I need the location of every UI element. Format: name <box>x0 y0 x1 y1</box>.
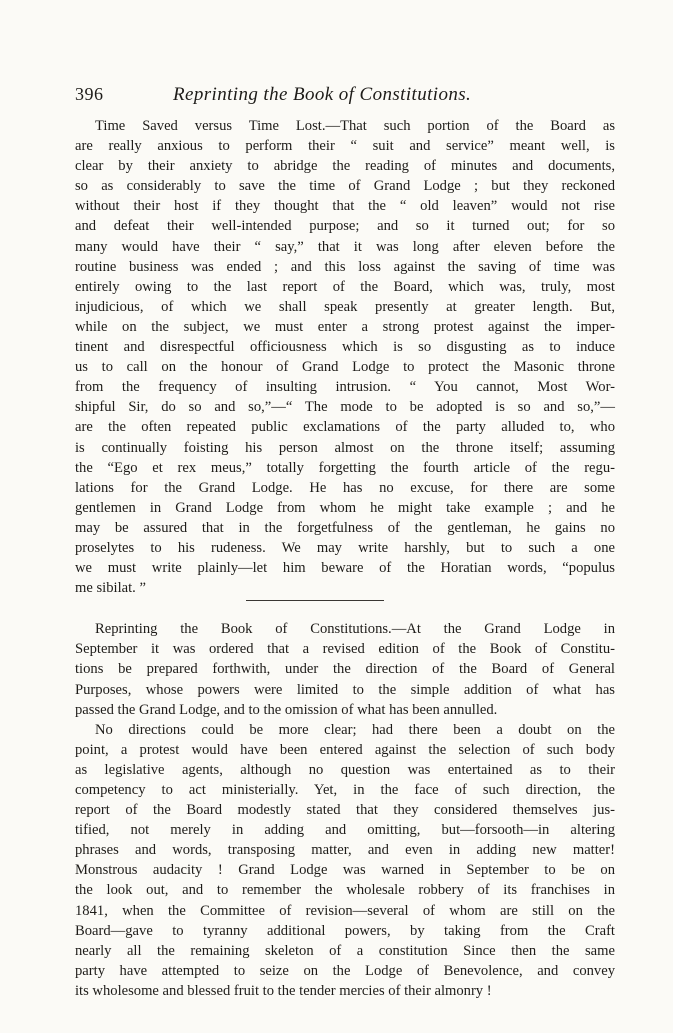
text-line: Time Saved versus Time Lost.—That such portion of the Board as <box>95 118 615 134</box>
text-line: shipful Sir, do so and so,”—“ The mode to be adopted is so and so,”— <box>75 399 615 416</box>
text-line: as legislative agents, although no question was entertained as to their <box>75 761 615 778</box>
text-line: injudicious, of which we shall speak presently at greater length. But, <box>75 298 615 315</box>
paragraph-reprinting <box>75 619 615 719</box>
text-line: September it was ordered that a revised edition of the Book of Constitu- <box>75 641 615 658</box>
paragraph-no-directions <box>75 720 615 1001</box>
text-line: party have attempted to seize on the Lodge of Benevolence, and convey <box>75 962 615 979</box>
text-line: tions be prepared forthwith, under the direction of the Board of General <box>75 661 615 678</box>
text-line: tified, not merely in adding and omitting, but—forsooth—in altering <box>75 822 615 839</box>
text-line: phrases and words, transposing matter, and even in adding new matter! <box>75 842 615 859</box>
text-line: many would have their “ say,” that it was long after eleven before the <box>75 238 615 255</box>
text-line: the “Ego et rex meus,” totally forgetting the fourth article of the regu- <box>75 459 615 476</box>
text-line: while on the subject, we must enter a strong protest against the imper- <box>75 318 615 335</box>
text-line: 1841, when the Committee of revision—several of whom are still on the <box>75 902 615 919</box>
text-line: is continually foisting his person almost on the throne itself; assuming <box>75 439 615 456</box>
paragraph-time-saved <box>75 116 615 598</box>
text-line: without their host if they thought that the “ old leaven” would not rise <box>75 198 615 215</box>
text-line: passed the Grand Lodge, and to the omission of what has been annulled. <box>75 701 498 718</box>
text-line: and defeat their well-intended purpose; and so it turned out; for so <box>75 218 615 235</box>
running-head <box>75 84 615 114</box>
text-line: report of the Board modestly stated that they considered themselves jus- <box>75 802 615 819</box>
text-line: clear by their anxiety to abridge the reading of minutes and documents, <box>75 158 615 175</box>
text-line: No directions could be more clear; had there been a doubt on the <box>95 721 615 738</box>
text-line: are the often repeated public exclamations of the party alluded to, who <box>75 419 615 436</box>
text-line: point, a protest would have been entered against the selection of such body <box>75 741 615 758</box>
text-line: us to call on the honour of Grand Lodge to protect the Masonic throne <box>75 359 615 376</box>
text-line: routine business was ended ; and this loss against the saving of time was <box>75 258 615 275</box>
text-line: Board—gave to tyranny additional powers, by taking from the Craft <box>75 922 615 939</box>
text-line: its wholesome and blessed fruit to the tender mercies of their almonry ! <box>75 982 492 999</box>
text-line: nearly all the remaining skeleton of a constitution Since then the same <box>75 942 615 959</box>
text-line: me sibilat. ” <box>75 580 146 597</box>
text-line: we must write plainly—let him beware of the Horatian words, “populus <box>75 560 615 577</box>
page-number: 396 <box>75 84 104 104</box>
text-line: proselytes to his rudeness. We may write harshly, but to such a one <box>75 539 615 556</box>
text-line: tinent and disrespectful officiousness which is so disgusting as to induce <box>75 339 615 356</box>
book-page <box>75 84 615 1001</box>
text-line: from the frequency of insulting intrusion. “ You cannot, Most Wor- <box>75 379 615 396</box>
running-title: Reprinting the Book of Constitutions. <box>173 84 472 105</box>
text-line: Monstrous audacity ! Grand Lodge was warned in September to be on <box>75 862 615 879</box>
text-line: Purposes, whose powers were limited to the simple addition of what has <box>75 681 615 698</box>
text-line: Reprinting the Book of Constitutions.—At the Grand Lodge in <box>95 621 615 638</box>
text-line: the look out, and to remember the wholesale robbery of its franchises in <box>75 882 615 899</box>
text-line: gentlemen in Grand Lodge from whom he might take example ; and he <box>75 499 615 516</box>
text-line: entirely owing to the last report of the Board, which was, truly, most <box>75 278 615 295</box>
text-line: competency to act ministerially. Yet, in the face of such direction, the <box>75 782 615 798</box>
text-line: lations for the Grand Lodge. He has no excuse, for there are some <box>75 479 615 496</box>
text-line: may be assured that in the forgetfulness of the gentleman, he gains no <box>75 519 615 536</box>
text-line: are really anxious to perform their “ suit and service” meant well, is <box>75 138 615 155</box>
text-line: so as considerably to save the time of Grand Lodge ; but they reckoned <box>75 178 615 195</box>
